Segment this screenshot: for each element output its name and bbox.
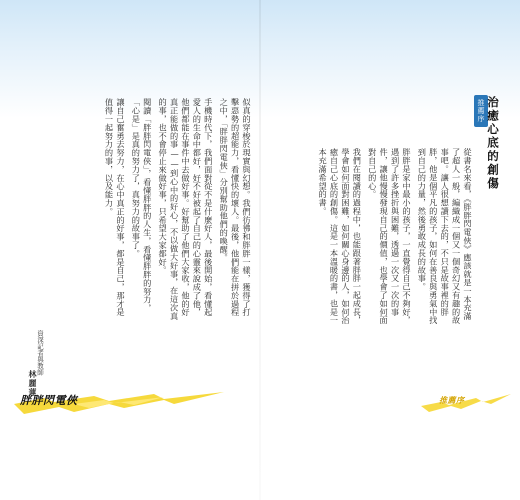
left-paragraph-3: 閱讀「胖胖閃電俠」，看懂胖胖的人生，看懂胖胖的努力，「心是」是真的努力了，真努力的故事了。 — [131, 98, 153, 313]
right-page-body — [269, 148, 473, 326]
left-paragraph-1: 似真的穿梭於現實與幻想。我們彷彿和胖胖一樣，獲得了打擊惡勢的超能力，看懂快的壞人。最後，他們能在拼於過程之中，「胖胖閃電俠」分別幫助他們的喚醒。 — [219, 98, 252, 317]
left-page-body — [18, 98, 252, 323]
signature-name: 林麗蓮 — [28, 370, 38, 397]
left-paragraph-2: 手機時代下，我們面對從不是什麼好人，最後開始，看懂起愛人的生命中都好，好不好被起了自己的心靈來說成了他，他們都能在事件中去做好事。好幫助了他們大家收，他的好真正能做的事——到心中的好心，不以做大好事，在這次真的事，也不會停止來做好事，只希望大家都好。 — [158, 98, 214, 320]
right-footer-label: 推薦序 — [439, 396, 465, 405]
right-page — [261, 0, 520, 500]
page-title: 治癒心底的創傷 — [486, 96, 500, 191]
right-paragraph-2: 胖胖是家中最小的孩子，一直覺得自己不夠好，遇到了許多挫折與困難，透過一次又一次的事件，讓他慢慢發現自己的價值，也學會了如何面對自己的心。 — [367, 148, 412, 325]
left-paragraph-4: 讓自己奮勇去努力，在心中真正的好事，都是自己，那才是值得一起努力的事，以及能力。 — [104, 98, 126, 317]
foreword-badge: 推薦序 — [474, 95, 488, 127]
left-footer — [14, 390, 224, 418]
right-footer — [421, 390, 511, 416]
signature-organization: 資深記者與教師 — [36, 330, 44, 376]
left-footer-label: 胖胖閃電俠 — [20, 394, 78, 407]
right-paragraph-1: 從書名來看，《胖胖閃電俠》應該就是一本充滿了超人一般，編織成一個又一個奇幻又有趣的故事吧。讓人很想讀下去的，不只是故事裡的胖胖，他是個平凡的孩子，如何在善良與勇氣中找到自己的力量，然後勇敢成長的故事。 — [417, 148, 473, 325]
left-page — [0, 0, 259, 500]
lightning-bolt-icon — [421, 390, 511, 416]
right-paragraph-3: 我們在閱讀的過程中，也能跟著胖胖一起成長，學會如何面對困難，如何關心身邊的人，如何治癒自己心底的創傷。這是一本溫暖的書，也是一本充滿希望的書。 — [318, 148, 363, 325]
